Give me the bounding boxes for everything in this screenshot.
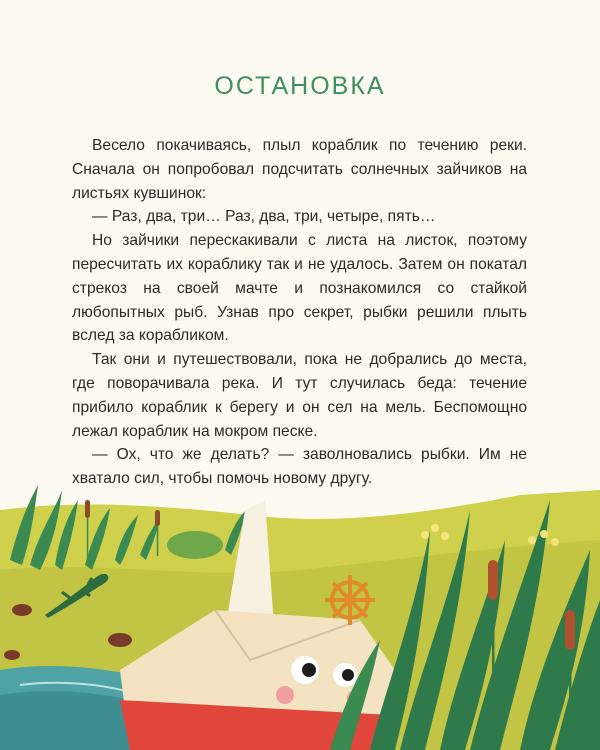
page-title: ОСТАНОВКА: [214, 72, 386, 100]
paragraph: Весело покачиваясь, плыл кораблик по течению реки. Сначала он попробовал подсчитать солнечных зайчиков на листьях кувшинок:: [72, 137, 527, 202]
shrub-icon: [167, 531, 223, 559]
paragraph: — Ох, что же делать? — заволновались рыбки. Им не хватало сил, чтобы помочь новому другу.: [72, 446, 527, 488]
illustration: [0, 470, 600, 750]
story-text: [72, 134, 527, 491]
paragraph: — Раз, два, три… Раз, два, три, четыре, пять…: [92, 208, 436, 226]
paragraph: Но зайчики перескакивали с листа на листок, поэтому пересчитать их кораблику так и не удалось. Затем он покатал стрекоз на своей мачте и познакомился со стайкой любопытных рыб. Узнав про секрет, рыбки решили плыть вслед за корабликом.: [72, 232, 527, 345]
paragraph: Так они и путешествовали, пока не добрались до места, где поворачивала река. И тут случилась беда: течение прибило кораблик к берегу и он сел на мель. Беспомощно лежал кораблик на мокром песке.: [72, 351, 527, 440]
